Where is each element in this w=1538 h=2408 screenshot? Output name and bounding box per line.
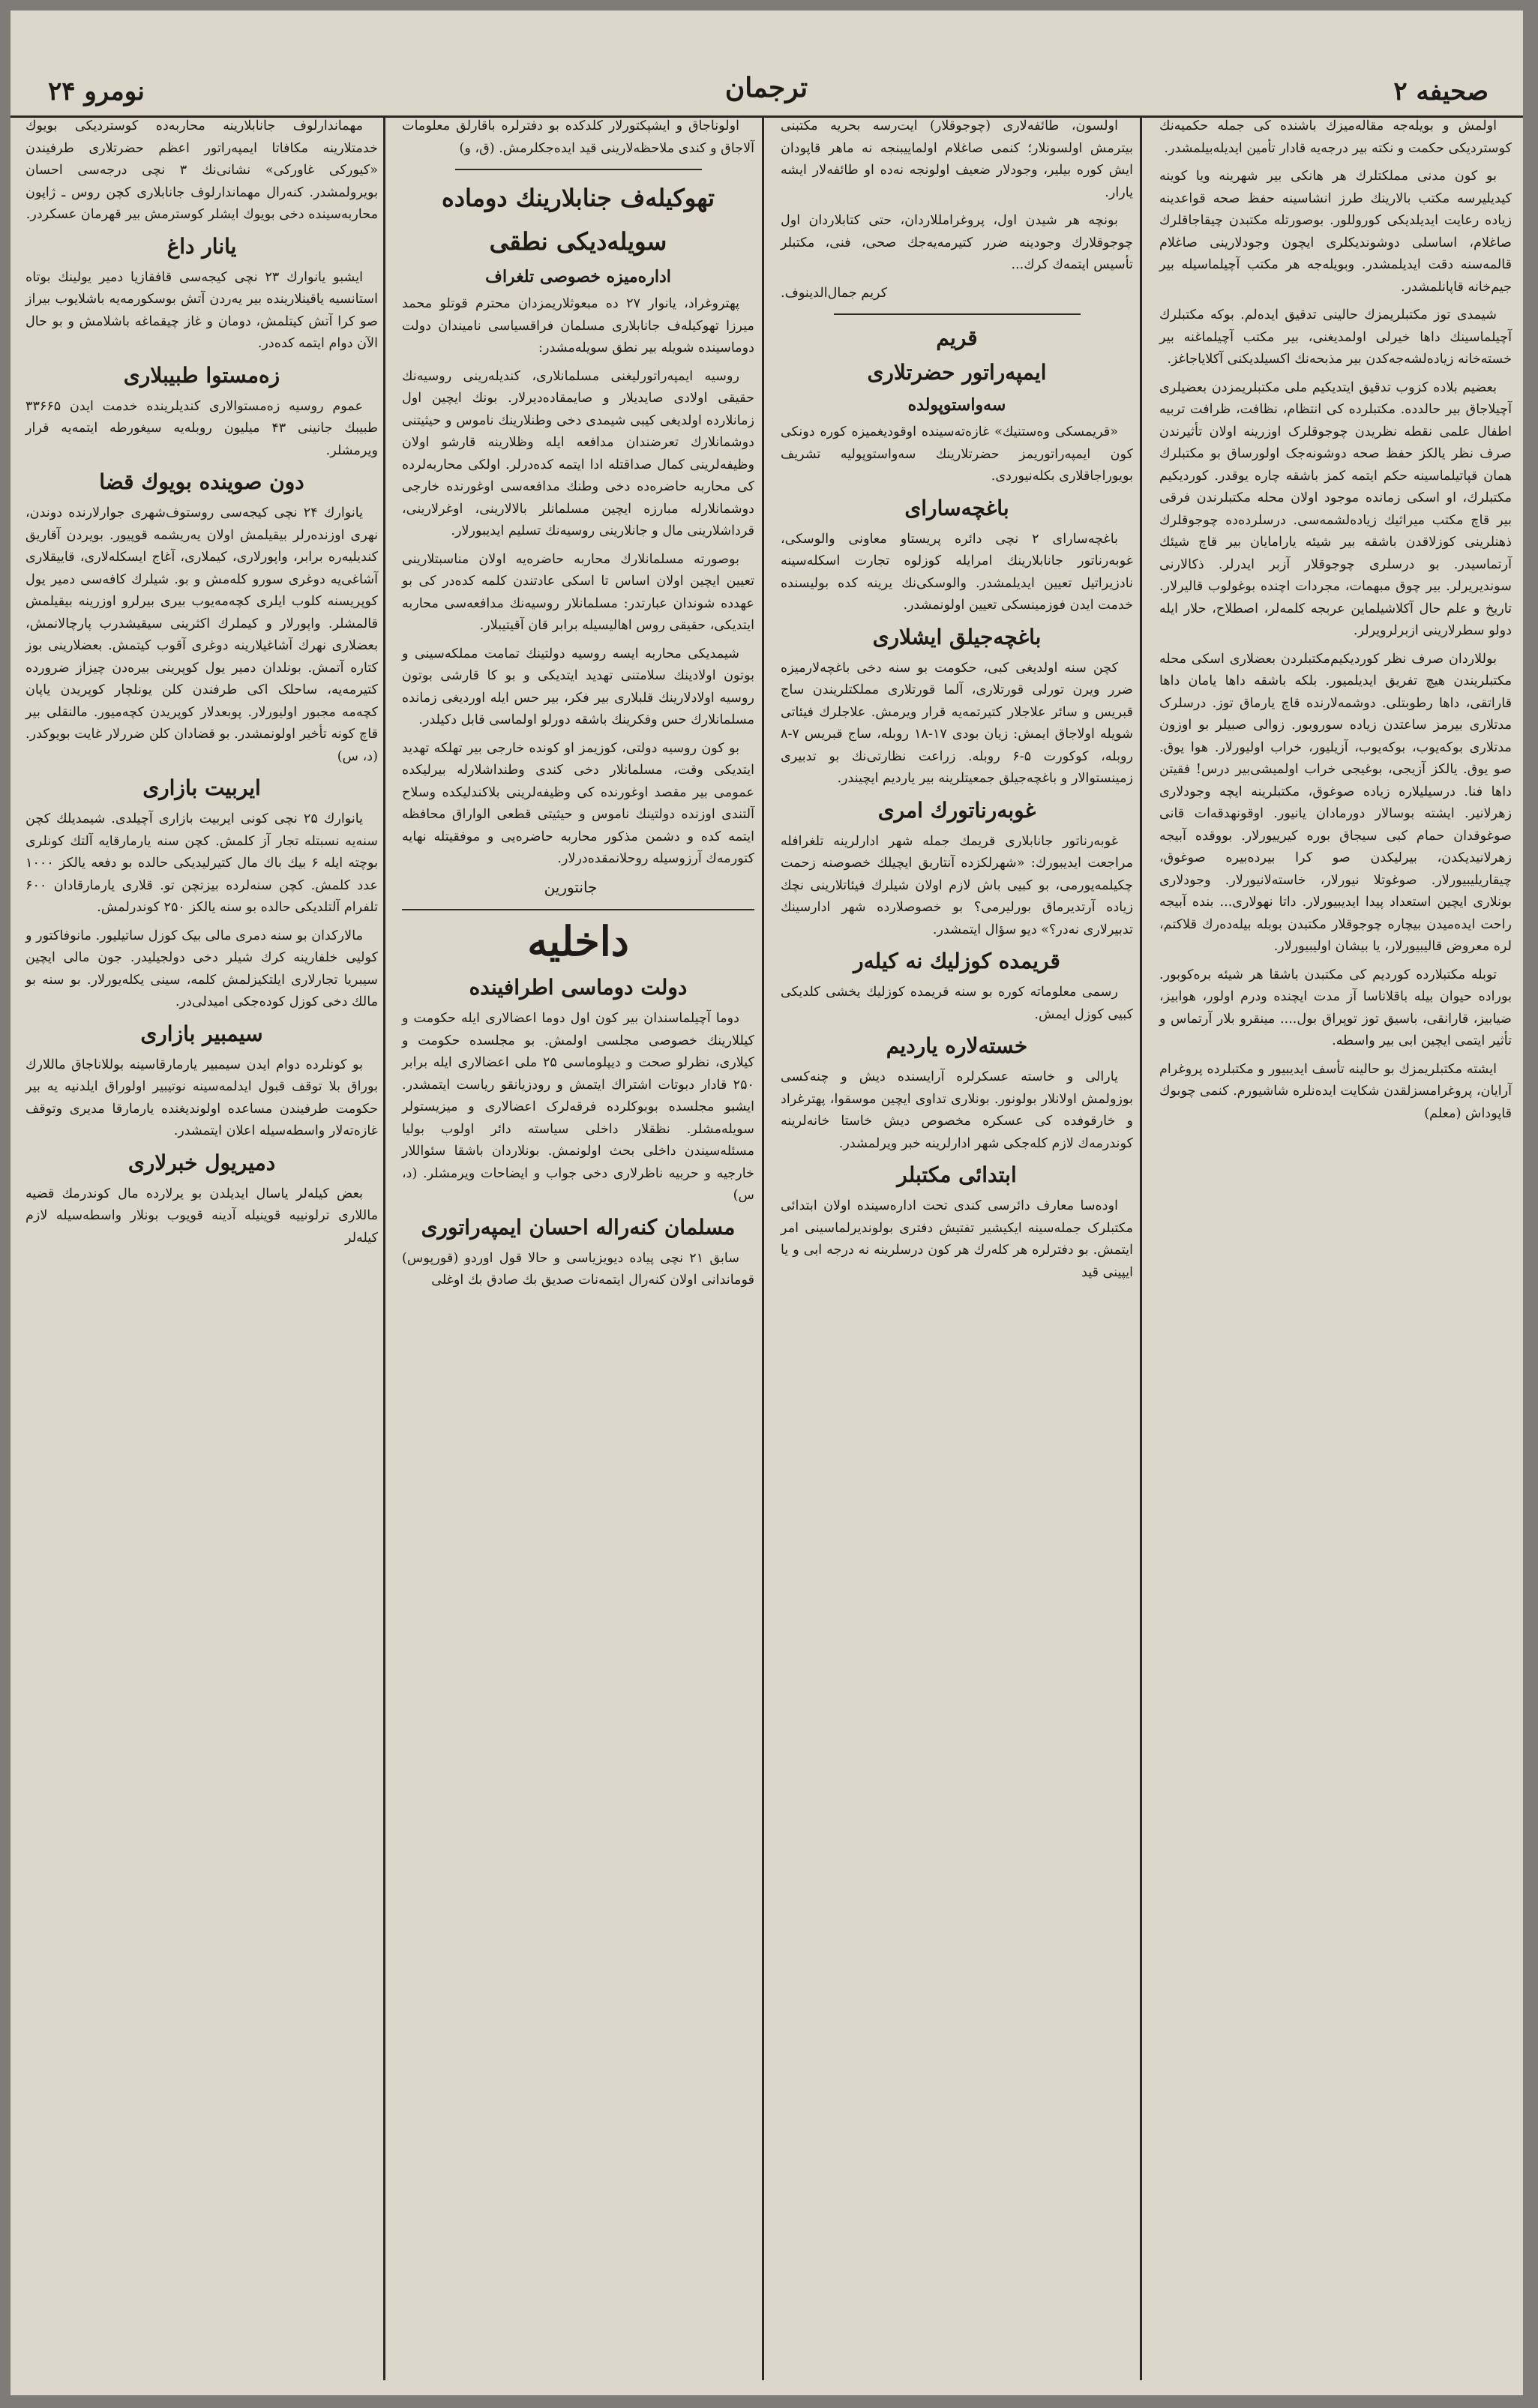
col4-paragraph: مالارکدان بو سنه دمرى مالى بیک کوزل ساتیلیور. مانوفاکتور و کولیی خلفارینه کرك شیلر دخی دولجیلیدر. جون مالی ایچین سیبریا تجارلاری ایلتکیزلمش کلمه، سینی یکله‌یورلار. بو سنه بو مالك دخی کوزل کوده‌جکی امیدلی‌در. <box>25 928 378 1009</box>
author-signature: جانتورین <box>544 877 598 896</box>
article-heading: باغچه‌جیلق ایشلاری <box>872 624 1042 649</box>
col3-paragraph: دوما آچیلماسندان بیر کون اول دوما اعضالاری ایله حکومت و کیللارینك خصوصی مجلسی اولمش. بو مجلسده حکومت و کیلاری، نظرلو صحت و دیپلوماسی ۲۵ ملی اعضالاری ایله برابر ۲۵۰ قادار دبوتات اشتراك ایتمش و رودزیانقو ریاست ایتمشدر. ایشبو مجلسده بوبوکلرده فرقه‌لرک اعضالاری و میزیستولر سویله‌مشلر. نظقلار داخلی سیاسته دائر اولوب بولیا مسئله‌سیندن داخلی بحث اولونمش. بونلاردان باشقا سئواللار خارجیه و حربیه ناظرلاری دخی جواب و ایضاحات ویرمشلر. (د، س) <box>402 1011 754 1203</box>
col2-paragraph: بونچه هر شیدن اول، پروغرامللاردان، حتی کتابلاردان اول چوجوقلارك وجودینه ضرر کتیرمه‌یه‌جك صحی، فنی، مکتبلر تأسیس ایتمه‌ك کرك... <box>781 213 1133 272</box>
article-heading: ایربیت بازاری <box>142 775 261 800</box>
column-3 <box>394 115 762 2388</box>
divider <box>455 169 702 170</box>
col1-paragraph: اولمش و بویله‌جه مقاله‌میزك باشنده کی جمله حکمیه‌نك کوسترديکی حکمت و نکته بیر درجه‌یه قادار تأمین ایدیله‌بیلمشدر. <box>1159 118 1512 156</box>
col1-paragraph: بو کون مدنی مملکتلرك هر هانکی بیر شهرینه ویا کوینه کیدیلیرسه مکتب بالارینك طرز انشاسینه حفظ صحه قواعدینه زیاده رعایت ایدیلدیکی کوروللور. بوصورتله مکتبدن چیقاجاقلرك صاغلام، اساسلی دوشوندیکلری ایچون وجودلارینی صاغلام قالمه‌سنه دقت ایدیلمشدر. وبویله‌جه هر مکتب آچیلماسیله بیر جیم‌خانه قاپانلمشدر. <box>1159 169 1512 295</box>
col1-paragraph: بوللاردان صرف نظر کوردیکیم‌مکتبلردن بعضلاری اسکی محله مکتبلریندن هیچ تفریق ایدیلمیور. بلکه باشقه داها یامان داها قاراتقی، داها رطوبتلی. دوشمه‌لارنده قاچ یارماق توز. درسلرک مدتلاری بیرمز ساعتدن زیاده سوروبور. زوالی صبیلر بو اوزون مدتلاری بوکه‌یوب، بوکه‌یوب، آزیلیور، خراب اولیورلار. هوا یوق. صو یوق. یالکز آزیجی، بوغیجی خراب اولمیشی‌بیر درس! فقیتن داها فنا. درسیلیلاره زیاده صوغوق، مکتبلرینه ایچه وجودلاری زهرلانیر. ایشته بوسالار دورمادان یانیور. اوقونهدقه‌ات قانی صوغوقدان حمام کبی سیجاق بوره کیرییورلار. بووقده آبیجه زهرلانیدیکدن، بیرلیکدن صو کرا بیرده‌بیره صوغوق، چیقاریلیبیورلار. صوغوتلا نیورلار، خاسته‌لانیورلار. وجودلاری بونلاری ایچین استعداد پیدا ایدیبیورلار. داتا نهولاری... بنده آبیجه راحت ایده‌میدن بیچاره چوجوقلار مکتبدن بوبله بیله‌ده‌رك قلاکتم، لره معروض قالیبیورلار، یا بیشان اولیبیورلار. <box>1159 651 1512 954</box>
page-number: صحیفه ۲ <box>1393 76 1489 106</box>
col3-paragraph: بوصورته مسلمانلارك محاربه حاضره‌یه اولان مناسبتلارینی تعیین ایچین اولان اساس تا اسکی عادتندن کلمه کده‌در کی بو عهدده شوندان عبارتدر: مسلمانلار روسیه‌نك مدافعه‌سی محاربه ایتدیکی، حقیقی روس اهالیسیله برابر قان آقیتیبلار. <box>402 551 754 633</box>
col1-paragraph: ایشته مکتبلریمزك بو حالینه تأسف ایدیبیور و مکتبلرده پروغرام آرايان، پروغرامسزلقدن شکایت ایده‌نلره شاشیورم. کنمی چوبوك قاپوداش (معلم) <box>1159 1061 1512 1121</box>
col2-paragraph: غوبه‌رناتور جانابلاری قریمك جمله شهر ادارلرینه تلغرافله مراجعت ایدیبورك: «شهرلکزده آنتاریق ایچیلك خصوصنه زحمت چکیلمه‌یورمی، بو کبیی باش لازم اولان شیلرك فیئاتلارینی نچك زیاده آرتدیرماق بورلیرمی؟ بو خصوصلارده شهر ادارسینك تدبیرلاری نه‌در؟» دیو سؤال ایتمشدر. <box>781 833 1133 937</box>
col3-paragraph: سابق ۲۱ نچی پیاده دیویزیاسی و حالا قول اوردو (قورپوس) قوماندانی اولان کنه‌رال ایتمه‌نات صدیق بك صادق بك اوغلی <box>402 1250 754 1288</box>
article-heading: یانار داغ <box>166 233 237 259</box>
column-1 <box>1152 115 1519 2388</box>
author-signature: کریم جمال‌الدینوف. <box>781 285 888 301</box>
article-heading: ایمپه‌راتور حضرتلاری <box>867 360 1047 385</box>
issue-number: نومرو ۲۴ <box>48 76 145 106</box>
columns <box>10 115 1523 2395</box>
article-heading: دولت دوماسی اطرافینده <box>469 975 688 1000</box>
divider <box>834 313 1081 315</box>
col2-paragraph: اولسون، طائفه‌لاری (چوجوقلار) ایت‌رسه بحریه مکتبنی بیترمش اولسونلار؛ کنمی صاغلام اولماییبنجه نه ماهر قاپودان ایش کوره بیلیر، وجودلار ضعیف اولونجه نه‌ده او طائفه‌لار ایشه یارار. <box>781 118 1133 200</box>
section-banner: داخلیه <box>402 909 754 966</box>
col1-paragraph: بعضیم بلاده کزوب تدقیق ایتدیکیم ملی مکتبلریمزدن بعضیلری آچیلاجاق بیر حالدده. مکتبلرده کی انتظام، نظافت، ظرافت تربیه اطفال علمی نقطه نظریدن چوجوقلرک اوزرینه اولان تأثیرندن صرف نظر یالکز حفظ صحه دوشونه‌جک اولورساق بو مکتبلرك همان قپاتیلماسینه حکم ایتمه کمز باشقه چاره یوقدر. کوردیکیم مکتبلرك، او اسکی زمانده موجود اولان محله مکتبلرندن فرقی بیر قاچ مکتب میراثیك زیاده‌لشمه‌سی. درسلرده‌ده چوجوقلرك ذهنلرینی کوزلاقدن باشقه بیر شیئه یارامایان بیر قاچ شیئك آرتماسیدر. بو درسلری چوجوقلار آزبر ایدرلر. ذکالارنی سوندیریرلر. بیر چوق مبهمات، مجردات اچنده بوغولوب قالیرلار. تاریخ و علم حال آکلاشیلماین عربجه کلمه‌لر، اصطلاح، حلار ایله دولو سطرلارینی ازبرلرویرلر. <box>1159 379 1512 638</box>
col4-paragraph: بعض کیلەلر یاسال ایدیلدن بو یرلارده مال کوندرمك قضیه ماللاری ترلونییه قوینیله آدینه قویوب بونلار واسطه‌سیله لازم کیلە‌لر <box>25 1186 378 1246</box>
col2-paragraph: رسمی معلوماته کوره بو سنه قریمده کوزلیك یخشی کلدیکی کبیی کوزل ایمش. <box>781 985 1133 1022</box>
col2-paragraph: «قریمسکی وه‌ستنیك» غازه‌ته‌سینده اوقودیغمیزه کوره دونکی کون ایمپه‌راتوریمز حضرتلارینك سه‌واستوپولیه تشریف بویوراجاقلاری بکله‌نیوردی. <box>781 424 1133 484</box>
article-heading: قریمده کوزلیك نه کیله‌ر <box>853 949 1060 973</box>
col4-paragraph: یانوارك ۲۴ نچی کیجه‌سی روستوف‌شهری جوارلارنده دوندن، نهری اوزنده‌رلر بیقیلمش اولان یه‌ریشمه قوپیور. بویردن آقاریق کندیلیه‌ره برابر، واپورلاری، کیملاری، آغاج ایسکله‌لاری، قاییقلاری آشاغی‌یه دوغری سورو کله‌مش و بو. شیلرك کافه‌سی دمیر یول کوپریسنه کلوب ایلری کچه‌مه‌یوب بیری بیرلرو اوزرینه بیقیلمش قالمشلر. واپورلار و کیملرك اکثرینی سیقیشدرب پارچالانمش، بعضلاری نهرك آشاغیلارینه دوغری آقوب کیتمش. بعضلارینی بوز کتاره آتمش. بونلدان دمیر یول کوپرینی بیره‌دن چیزاز ضرورده کتیرمه‌یه، ساحلک اکی طرفندن کلن یونلچار کوپریدن یاپان کچه‌مه مجبور اولیورلار. پوبعدلار کوپریدن کچه‌میور. مالنقلی بیر قاچ کونه تأخیر اولونمشدر. بو قضادان کلن ضررلار غایت بویوکدر. (د، س) <box>25 505 378 764</box>
article-heading: سیمبیر بازاری <box>140 1021 263 1046</box>
col4-paragraph: ایشبو یانوارك ۲۳ نچی کیجه‌سی قافقازیا دمیر یولینك بوتاه استانسیه یاقینلارینده بیر یه‌ردن آتش بوسکورمه‌یه باشلایوب بیراز صو کرا آتش کیتلمش، دومان و غاز چیقماغه باشلامش و بو حال الآن دوام ایتمه کده‌در. <box>25 269 378 351</box>
col4-paragraph: مهماندارلوف جانابلارینه محاربه‌ده کوسترديکی بویوك خدمتلارینه مکافاتا ایمپه‌راتور اعظم حضرتلاری طرفیندن «کیورکی غاورکی» نشانی‌نك ۳ نچی درجه‌سی احسان بویرولمشدر. کنه‌رال مهماندارلوف جانابلاری کچن روس ـ ژاپون محاربه‌سینده دخی بویوك ایشلر کوسترمش بیر قهرمان عسکردر. <box>25 118 379 222</box>
page-header <box>10 69 1523 118</box>
article-heading: باغچه‌سارای <box>904 495 1009 520</box>
col3-paragraph: روسیه ایمپه‌راتورلیغنی مسلمانلاری، کندیله‌رینی روسیه‌نك حقیقی اولادی صایدیلار و صایمقاده‌دیرلار. بونك ایچین اول زمانلارده اولدیغی کیبی شیمدی دخی وطنلارینك ناموس و حیثیتنی دوشمانلارك تعرضندان مدافعه ایله وظلارینه قارشو اولان وظیفه‌لرینی کمال صداقتله ادا ایتمه کده‌درلر. اولکی محاربه‌لرده کی محاربه حاضره‌ده دخی وطنك مدافعه‌سی اوغورنده خارجی دوشمانلارله مبارزه ایچین مسلمانلر بالالارینی، اوغرلارینی، قرداشلارینی مال و جانلارینی روسیه‌نك تسلیم ایدیبورلار. <box>402 368 754 538</box>
article-heading: دون صوینده بویوك قضا <box>99 469 304 494</box>
column-2 <box>773 115 1141 2388</box>
col3-paragraph: شیمدیکی محاربه ایسه روسیه دولتینك تمامت مملکه‌سینی و بوتون اولادینك سلامتنی تهدید ایتدیکی و بو کا قارشی بوتون روسیه اولادلارینك قلبلاری بیر فکر، بیر حس ایله اوردیغی زمانده مسلمانلارك حس وفکرینك باشقه دورلو اولماسی قابل دکیلدر. <box>402 646 754 727</box>
article-heading: زه‌مستوا طبیبلاری <box>123 362 280 388</box>
col3-paragraph: اولوناجاق و ایشپکتورلار کلدکده بو دفترلره باقارلق معلومات آلاجاق و کندی ملاحظه‌لارینی قید ایده‌جکلرمش. (ق، و) <box>402 118 754 156</box>
article-heading: ابتدائی مکتبلر <box>897 1162 1017 1187</box>
article-subheading: اداره‌میزه خصوصی تلغراف <box>485 267 671 286</box>
article-subheading: سه‌واستوپولده <box>907 395 1006 415</box>
article-heading: خسته‌لاره یاردیم <box>886 1033 1028 1058</box>
article-heading: سویله‌دیکی نطقی <box>489 227 667 256</box>
article-heading: تهوکیله‌ف جنابلارینك دوماده <box>441 184 715 212</box>
col1-paragraph: شیمدی توز مکتبلریمزك حالینی تدقیق ایده‌لم. بوکه مکتبلرك آچیلماسینك داها خیرلی اولمدیغنی، بیر مکتب آچیلماغنه بیر خسته‌خانه زیاده‌لشه‌جه‌کدن بیر مذبحه‌نك اکسیلدیکنی آکلایاجاغز. <box>1159 307 1512 367</box>
article-heading: غوبه‌رناتورك امری <box>877 797 1036 823</box>
newspaper-title: ترجمان <box>724 72 808 103</box>
col3-paragraph: پهتروغراد، یانوار ۲۷ ده مبعوثلاریمزدان محترم قوتلو محمد میرزا تهوکیله‌ف جانابلاری مسلمان فراقسیاسی نامیندان دولت دوماسینده شویله بیر نطق سویله‌مشدر: <box>402 296 754 355</box>
col1-paragraph: توبله مکتبلارده کوردیم کی مکتبدن باشقا هر شیئه بره‌کوبور. بوراده حیوان بیله باقلاناسا آز مدت ایچنده ودرم اولور، هوابیز، ضیابیز، قارانقی، باسیق توز توپراق بول.... مینقرو بلار آرتماس و تأثیر ایتمی ایچین ابی بیر واسطه. <box>1159 967 1512 1048</box>
col2-paragraph: اوده‌سا معارف دائرسی کندی تحت اداره‌سینده اولان ابتدائی مکتبلرک جمله‌سینه ایکیشیر تفتیش دفتری بولوندیرلماسینی امر ایتمش. بو دفترلره هر کله‌رك هر کون درسلرینه نه درجه ابی و یا ایپینی قید <box>781 1198 1133 1280</box>
column-4 <box>18 115 385 2388</box>
article-heading: دمیریول خبرلاری <box>127 1150 276 1175</box>
section-heading-crimea: قریم <box>936 325 978 350</box>
col2-paragraph: یارالی و خاسته عسکرلره آرایسنده دیش و چنه‌کسی بوزولمش اولانلار بولونور. بونلاری تداوی ایچین موسقوا، پهترغراد و خارقوفده کی عسکره مخصوص دیش خاستا خانه‌لرینه کوندرمه‌ك لازم کله‌جکی شهر ادارلرینه خبر ویرلمشدر. <box>781 1069 1133 1151</box>
col4-paragraph: عموم روسیه زه‌مستوالاری کندیلرینده خدمت ایدن ۳۳۶۶۵ طبیبك جانینی ۴۳ میلیون روبله‌یه سیغورطه ایتمه‌یه قرار ویرمشلر. <box>25 398 379 458</box>
col4-paragraph: یانوارك ۲۵ نچی کونی ایربیت بازاری آچیلدی. شیمدیلك کچن سنه‌یه نسبتله تجار آز کلمش. کچن سنه یارمارقایه آلتك کونلری بوچته ایله ۶ بیك باك مال کتیرلیدیکی حالده بو دفعه یالکز ۱۰۰۰ عدد کلمش. کچن سنه‌لرده بیزتچن تو. قلاری یارمارقادان ۶۰۰ تلفرام آلتلدیکی حالده بو سنه یالکز ۲۵۰ کوندرلمش. <box>25 811 378 915</box>
col2-paragraph: کچن سنه اولدیغی کبی، حکومت بو سنه دخی باغچه‌لارمیزه ضرر ویرن تورلی قورتلاری، آلما قورتلاری مملکتلریندن ساج قبریس و سائر علاجلار کتیرتمه‌یه قرار ویرمش. علاجلرك فیئاتی شویله اولاجاق ایمش: زیان بودی ۱۷-۱۸ روبله، ساج قبریس ۷-۸ روبله، کوکورت ۵-۶ روبله. زراعت نظارتی‌نك بو تدبیری زمینستوالار و باغچه‌جیلق جمعیتلرینه بیر یاردیم ایچیندر. <box>781 660 1133 786</box>
col3-paragraph: بو کون روسیه دولتی، کوزیمز او کونده خارجی بیر تهلکه تهدید ایتدیکی وقت، مسلمانلار دخی کندی وطنداشلارله بیرلیکده عمومی بیر مقصد اوغورنده کی وظیفه‌لرینی بلاکندلیکده وسلاح آلتندی اوزنده دولتینك ناموس و حیثیتی قطعی الواراق محافظه ایتمه کده و دشمن مذکور محاربه حاضره‌یی و موفقیتله نهایه کتورمه‌ك آرزوسیله روحلانمقده‌درلار. <box>402 740 754 866</box>
article-heading: مسلمان کنه‌راله احسان ایمپه‌راتوری <box>421 1214 736 1240</box>
newspaper-page <box>10 10 1523 2395</box>
column-rule <box>762 115 764 2380</box>
col4-paragraph: بو کونلرده دوام ایدن سیمبیر یارمارقاسینه بوللاناجاق ماللارك بوراق بلا توقف قبول ایدلمه‌سینه نوتیبیر اولوراق ایلدنیه یه بیر حکومت طرفیندن مساعده اولوندیغنده یارمارقا مدیری وتوقف غازه‌ته‌لار واسطه‌سیله اعلان ایتمشدر. <box>25 1057 378 1138</box>
col2-paragraph: باغچه‌سارای ۲ نچی دائره پریستاو معاونی والوسکی، غوبه‌رناتور جانابلارینك امرایله کوزلوه تجارت اسکله‌سینه نادزیراتیل تعیین ایدیلمشدر. والوسکی‌نك یرینه کده بولیسنده خدمت ایدن فوزمینسکی تعیین اولونمشدر. <box>781 531 1133 613</box>
